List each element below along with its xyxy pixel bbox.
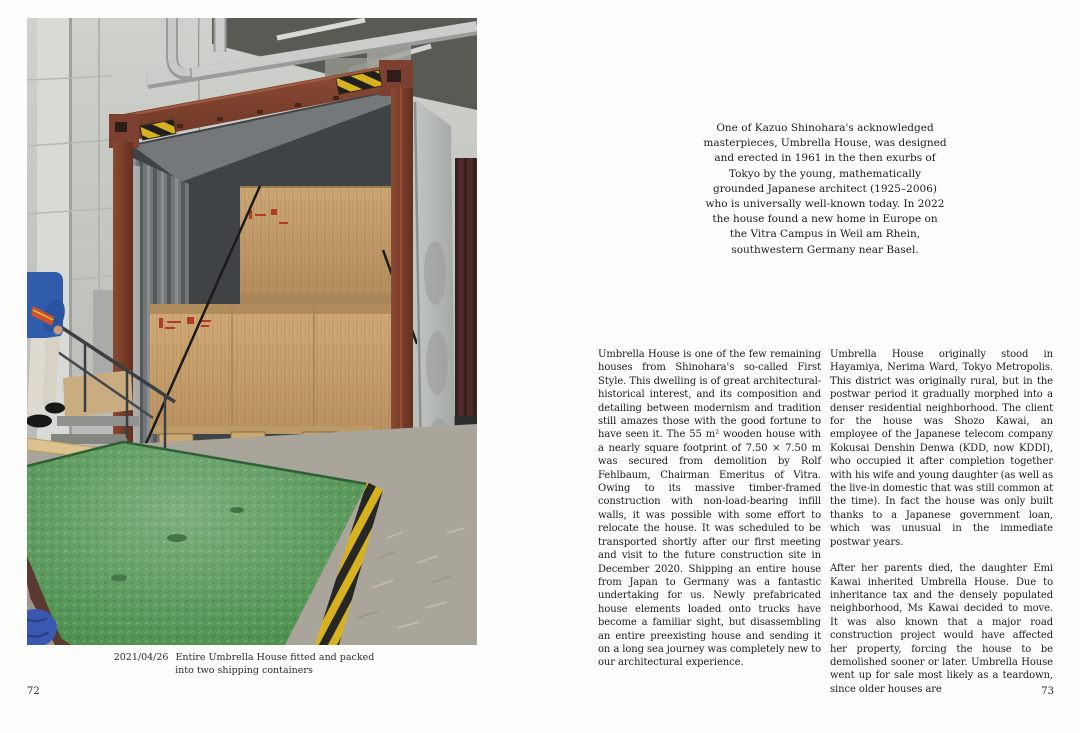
photo-caption (110, 651, 378, 677)
page-number-left: 72 (27, 686, 40, 697)
intro-paragraph: One of Kazuo Shinohara's acknowledged masterpieces, Umbrella House, was designed and erected in 1961 in the then exurbs of Tokyo by the young, mathematically grounded Japanese architect (1925–2006) who is universally well-known today. In 2022 the house found a new home in Europe on the Vitra Campus in Weil am Rhein, southwestern Germany near Basel. (703, 122, 947, 256)
column-right-paragraph-2: After her parents died, the daughter Emi Kawai inherited Umbrella House. Due to inheritance tax and the densely populated neighborhood, Ms Kawai decided to move. It was also known that a major road construction project would have affected her property, forcing the house to be demolished sooner or later. Umbrella House went up for sale most likely as a teardown, since older houses are (830, 563, 1053, 695)
container-loading-photo (27, 18, 477, 645)
text-column-right (830, 348, 1053, 696)
page-number-right: 73 (1041, 686, 1054, 697)
caption-text: Entire Umbrella House fitted and packed into two shipping containers (175, 652, 375, 676)
column-right-paragraph-1: Umbrella House originally stood in Hayamiya, Nerima Ward, Tokyo Metropolis. This district was originally rural, but in the postwar period it gradually morphed into a denser residential neighborhood. The client for the house was Shozo Kawai, an employee of the Japanese telecom company Kokusai Denshin Denwa (KDD, now KDDI), who occupied it after completion together with his wife and young daughter (as well as the live-in domestic that was still common at the time). In fact the house was only built thanks to a Japanese government loan, which was unusual in the immediate postwar years. (830, 349, 1053, 548)
text-column-left (598, 348, 821, 670)
caption-date: 2021/04/26 (113, 652, 169, 663)
photo-illustration (27, 18, 477, 645)
column-left-paragraph: Umbrella House is one of the few remaining houses from Shinohara's so-called First Style. This dwelling is of great architectural-historical interest, and its composition and detailing between modernism and tradition still amazes those with the good fortune to have seen it. The 55 m² wooden house with a nearly square footprint of 7.50 × 7.50 m was secured from demolition by Rolf Fehlbaum, Chairman Emeritus of Vitra. Owing to its massive timber-framed construction with non-load-bearing infill walls, it was possible with some effort to relocate the house. It was scheduled to be transported shortly after our first meeting and visit to the future construction site in December 2020. Shipping an entire house from Japan to Germany was a fantastic undertaking for us. Newly prefabricated house elements loaded onto trucks have become a familiar sight, but disassembling an entire preexisting house and sending it on a long sea journey was completely new to our architectural experience. (598, 349, 821, 669)
